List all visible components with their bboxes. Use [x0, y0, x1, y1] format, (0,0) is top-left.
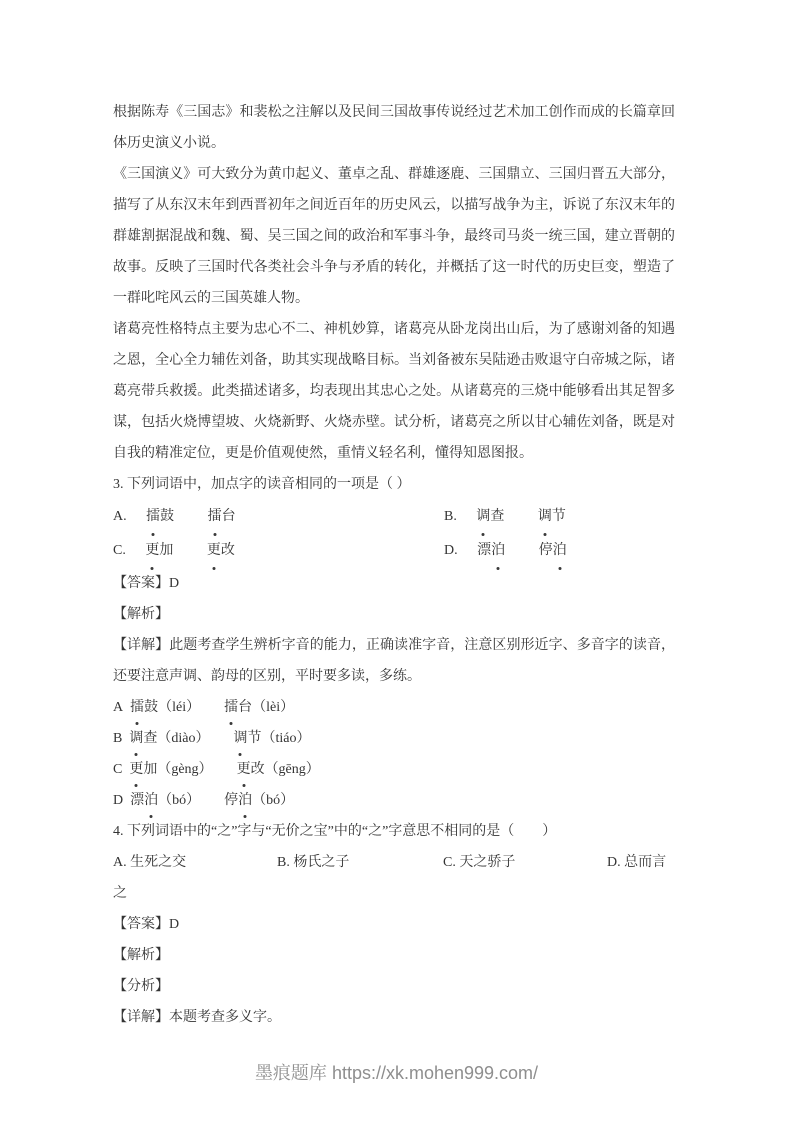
passage-paragraph-3: 诸葛亮性格特点主要为忠心不二、神机妙算，诸葛亮从卧龙岗出山后，为了感谢刘备的知遇之恩，全心全力辅佐刘备，助其实现战略目标。当刘备被东吴陆逊击败退守白帝城之际，诸葛亮带兵救援。此类描述诸多，均表现出其忠心之处。从诸葛亮的三烧中能够看出其足智多谋，包括火烧博望坡、火烧新野、火烧赤壁。试分析，诸葛亮之所以甘心辅佐刘备，既是对自我的精准定位，更是价值观使然，重情义轻名利，懂得知恩图报。 — [113, 322, 675, 461]
emphasized-char: 泊 — [238, 785, 252, 816]
emphasized-char: 更 — [145, 534, 159, 568]
passage-paragraph-2: 《三国演义》可大致分为黄巾起义、董卓之乱、群雄逐鹿、三国鼎立、三国归晋五大部分，描写了从东汉末年到西晋初年之间近百年的历史风云，以描写战争为主，诉说了东汉末年的群雄割据混战和魏、蜀、吴三国之间的政治和军事斗争，最终司马炎一统三国，建立晋朝的故事。反映了三国时代各类社会斗争与矛盾的转化，并概括了这一时代的历史巨变，塑造了一群叱咤风云的三国英雄人物。 — [113, 167, 675, 306]
question-3-option-a: A. 擂鼓 擂台 — [113, 500, 236, 534]
option-word: 更加 — [145, 534, 173, 568]
pinyin: （tiáo） — [261, 731, 311, 746]
option-word: 停泊 — [539, 534, 567, 568]
pinyin: （lèi） — [252, 700, 295, 715]
emphasized-char: 泊 — [553, 534, 567, 568]
emphasized-char: 调 — [129, 723, 143, 754]
emphasized-char: 擂 — [130, 692, 144, 723]
question-4-option-b: B. 杨氏之子 — [277, 855, 350, 870]
pinyin: （gèng） — [157, 762, 213, 777]
question-3-detail — [113, 630, 675, 692]
pinyin: （bó） — [158, 793, 201, 808]
pinyin: （diào） — [157, 731, 210, 746]
detail-text: 本题考查多义字。 — [169, 1010, 281, 1025]
question-3-options-row-2 — [113, 534, 675, 568]
option-word: 擂台 — [208, 500, 236, 534]
exam-content — [113, 97, 675, 1033]
question-4-answer-line — [113, 909, 675, 940]
footer-url: https://xk.mohen999.com/ — [331, 1063, 539, 1083]
pinyin: （bó） — [252, 793, 295, 808]
emphasized-char: 泊 — [144, 785, 158, 816]
emphasized-char: 擂 — [146, 500, 160, 534]
question-3-analysis-label: 【解析】 — [113, 607, 169, 622]
detail-text: 此题考查学生辨析字音的能力，正确读准字音，注意区别形近字、多音字的读音，还要注意声调、韵母的区别，平时要多读，多练。 — [113, 638, 676, 684]
option-word: 更改 — [207, 534, 235, 568]
answer-label: 【答案】 — [113, 576, 169, 591]
pinyin: （gēng） — [264, 762, 320, 777]
detail-label: 【详解】 — [113, 1010, 169, 1025]
question-3-option-c: C. 更加 更改 — [113, 534, 235, 568]
question-4-analysis-label: 【解析】 — [113, 948, 169, 963]
question-4-breakdown-label: 【分析】 — [113, 979, 169, 994]
question-3-stem: 3. 下列词语中，加点字的读音相同的一项是（ ） — [113, 477, 411, 492]
question-3-answer-line — [113, 568, 675, 599]
question-4-options-row — [113, 847, 675, 878]
pinyin-row-c: C 更加（gèng） 更改（gēng） — [113, 754, 675, 785]
answer-value: D — [169, 917, 180, 932]
emphasized-char: 更 — [207, 534, 221, 568]
emphasized-char: 擂 — [208, 500, 222, 534]
emphasized-char: 调 — [476, 500, 490, 534]
answer-label: 【答案】 — [113, 917, 169, 932]
option-word: 漂泊 — [477, 534, 505, 568]
emphasized-char: 擂 — [224, 692, 238, 723]
question-4-option-d-wrap: 之 — [113, 886, 127, 901]
emphasized-char: 泊 — [491, 534, 505, 568]
option-word: 擂鼓 — [146, 500, 174, 534]
footer-watermark — [0, 1058, 793, 1088]
detail-label: 【详解】 — [113, 638, 170, 653]
emphasized-char: 调 — [538, 500, 552, 534]
pinyin-row-d: D 漂泊（bó） 停泊（bó） — [113, 785, 675, 816]
question-3-option-b: B. 调查 调节 — [444, 500, 566, 534]
emphasized-char: 更 — [129, 754, 143, 785]
pinyin: （léi） — [158, 700, 201, 715]
emphasized-char: 更 — [237, 754, 251, 785]
emphasized-char: 调 — [233, 723, 247, 754]
pinyin-row-b: B 调查（diào） 调节（tiáo） — [113, 723, 675, 754]
question-3-options-row-1 — [113, 500, 675, 534]
question-4-option-a: A. 生死之交 — [113, 855, 187, 870]
question-3-option-d: D. 漂泊 停泊 — [444, 534, 567, 568]
pinyin-row-a: A 擂鼓（léi） 擂台（lèi） — [113, 692, 675, 723]
option-word: 调节 — [538, 500, 566, 534]
question-4-option-c: C. 天之骄子 — [443, 855, 516, 870]
option-word: 调查 — [476, 500, 504, 534]
question-4-stem: 4. 下列词语中的“之”字与“无价之宝”中的“之”字意思不相同的是（ ） — [113, 824, 557, 839]
passage-paragraph-1: 根据陈寿《三国志》和裴松之注解以及民间三国故事传说经过艺术加工创作而成的长篇章回体历史演义小说。 — [113, 105, 675, 151]
answer-value: D — [169, 576, 180, 591]
footer-site-name: 墨痕题库 — [254, 1063, 327, 1083]
question-4-detail — [113, 1002, 675, 1033]
question-4-option-d: D. 总而言 — [607, 855, 667, 870]
